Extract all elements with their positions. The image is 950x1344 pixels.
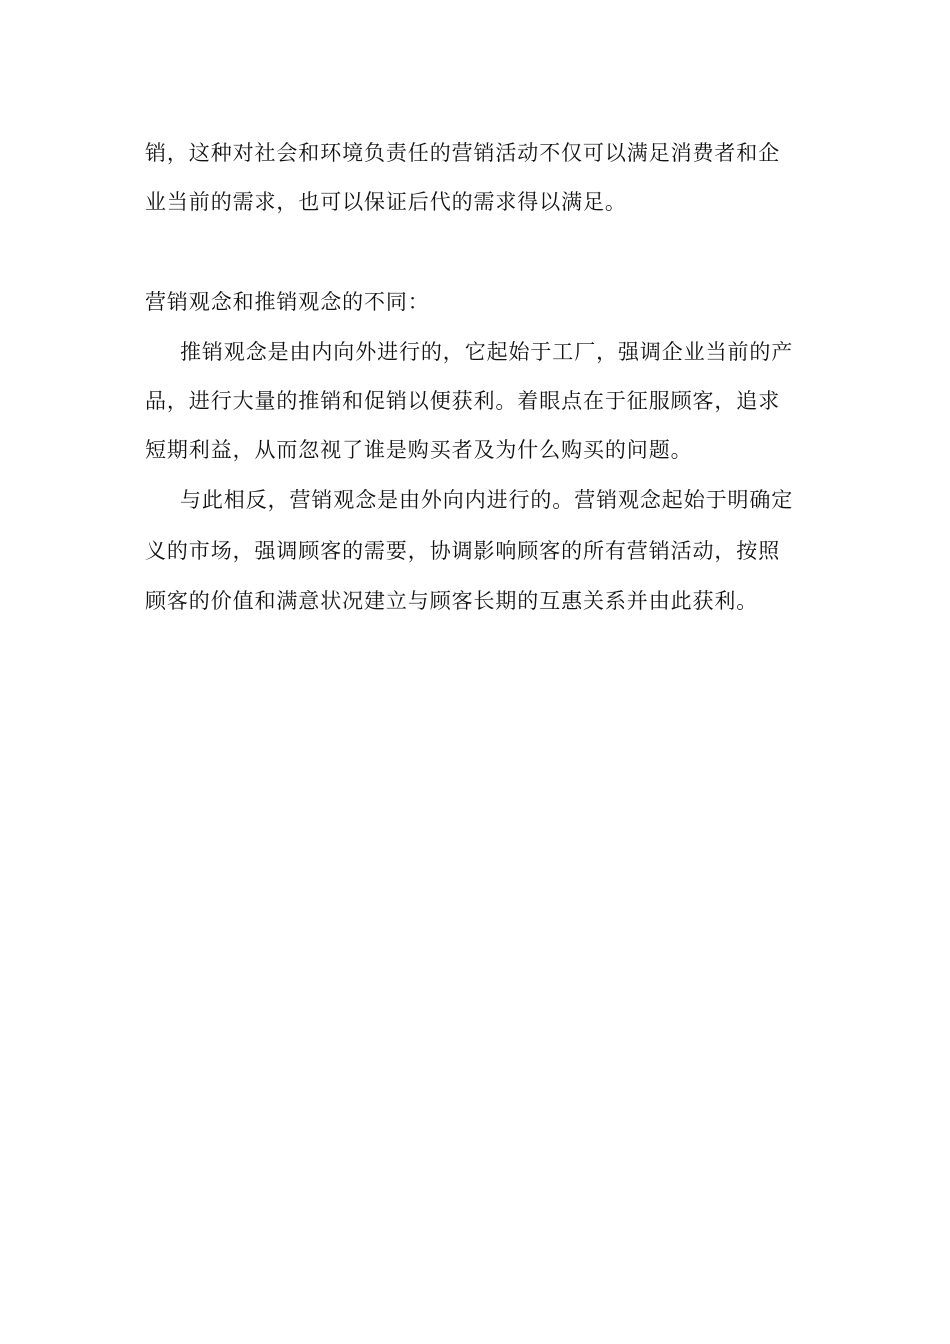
paragraph2-line-2: 义的市场，强调顾客的需要，协调影响顾客的所有营销活动，按照 — [145, 539, 781, 563]
paragraph1-line-3: 短期利益，从而忽视了谁是购买者及为什么购买的问题。 — [145, 438, 693, 462]
section-heading: 营销观念和推销观念的不同： — [145, 290, 430, 314]
paragraph2-line-1: 与此相反，营销观念是由外向内进行的。营销观念起始于明确定 — [180, 488, 794, 512]
paragraph1-line-2: 品，进行大量的推销和促销以便获利。着眼点在于征服顾客，追求 — [145, 389, 781, 413]
intro-line-2: 业当前的需求，也可以保证后代的需求得以满足。 — [145, 190, 627, 214]
paragraph2-line-3: 顾客的价值和满意状况建立与顾客长期的互惠关系并由此获利。 — [145, 589, 759, 613]
intro-line-1: 销，这种对社会和环境负责任的营销活动不仅可以满足消费者和企 — [145, 141, 781, 165]
paragraph1-line-1: 推销观念是由内向外进行的，它起始于工厂，强调企业当前的产 — [180, 340, 794, 364]
